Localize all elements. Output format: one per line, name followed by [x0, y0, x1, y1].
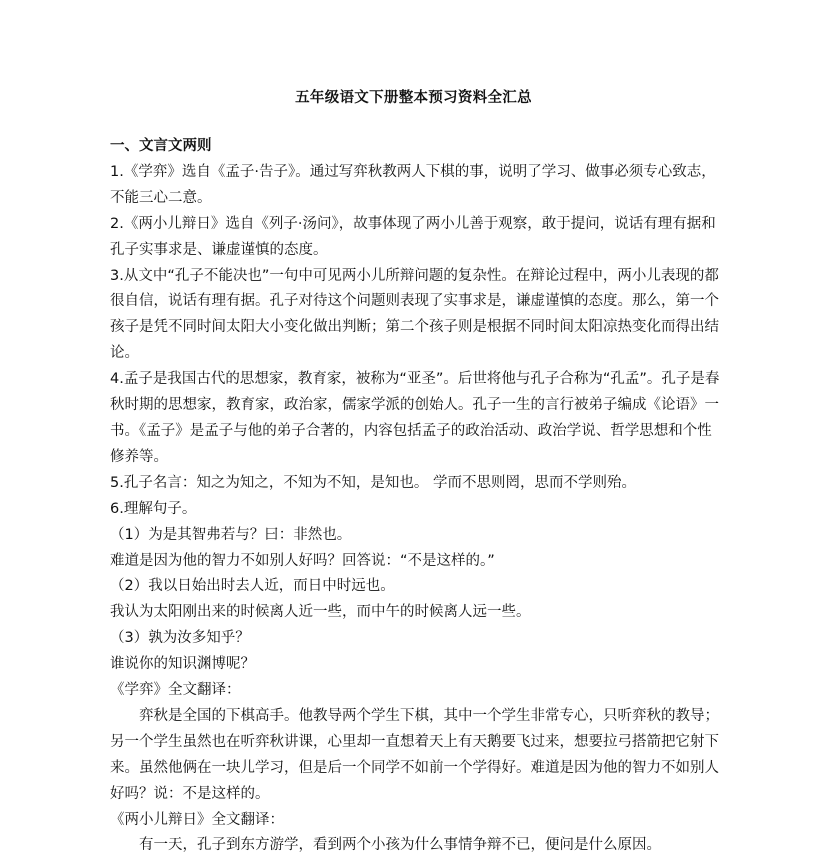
sentence-answer: 我认为太阳刚出来的时候离人近一些，而中午的时候离人远一些。	[110, 604, 531, 621]
document-title: 五年级语文下册整本预习资料全汇总	[295, 90, 532, 106]
list-item: 6.理解句子。	[110, 500, 197, 517]
list-item: 4.孟子是我国古代的思想家，教育家，被称为“亚圣”。后世将他与孔子合称为“孔孟”。孔子是春秋时期的思想家，教育家，政治家，儒家学派的创始人。孔子一生的言行被弟子编成《论语》一书。《孟子》是孟子与他的弟子合著的，内容包括孟子的政治活动、政治学说、哲学思想和个性修养等。	[110, 371, 720, 465]
translation-body: 弈秋是全国的下棋高手。他教导两个学生下棋，其中一个学生非常专心，只听弈秋的教导；另一个学生虽然也在听弈秋讲课，心里却一直想着天上有天鹅要飞过来，想要拉弓搭箭把它射下来。虽然他俩在一块儿学习，但是后一个同学不如前一个学得好。难道是因为他的智力不如别人好吗？说：不是这样的。	[110, 707, 719, 802]
sentence-answer: 难道是因为他的智力不如别人好吗？回答说：“不是这样的。”	[110, 552, 495, 569]
list-item: 5.孔子名言：知之为知之，不知为不知，是知也。 学而不思则罔，思而不学则殆。	[110, 474, 636, 491]
translation-heading: 《学弈》全文翻译：	[110, 682, 241, 699]
translation-body: 有一天，孔子到东方游学，看到两个小孩为什么事情争辩不已，便问是什么原因。	[139, 837, 661, 854]
translation-heading: 《两小儿辩日》全文翻译：	[110, 811, 284, 828]
document-body	[110, 134, 722, 859]
list-item: 1.《学弈》选自《孟子·告子》。通过写弈秋教两人下棋的事，说明了学习、做事必须专心致志，不能三心二意。	[110, 163, 716, 206]
list-item: 2.《两小儿辩日》选自《列子·汤问》，故事体现了两小儿善于观察，敢于提问，说话有理有据和孔子实事求是、谦虚谨慎的态度。	[110, 215, 716, 258]
sentence-question: （3）孰为汝多知乎？	[110, 630, 250, 647]
sentence-question: （2）我以日始出时去人近，而日中时远也。	[110, 578, 395, 595]
section-heading: 一、文言文两则	[110, 138, 212, 154]
sentence-question: （1）为是其智弗若与？曰：非然也。	[110, 526, 352, 543]
sentence-answer: 谁说你的知识渊博呢？	[110, 656, 255, 673]
list-item: 3.从文中“孔子不能决也”一句中可见两小儿所辩问题的复杂性。在辩论过程中，两小儿表现的都很自信，说话有理有据。孔子对待这个问题则表现了实事求是，谦虚谨慎的态度。那么，第一个孩子是凭不同时间太阳大小变化做出判断；第二个孩子则是根据不同时间太阳凉热变化而得出结论。	[110, 267, 719, 362]
